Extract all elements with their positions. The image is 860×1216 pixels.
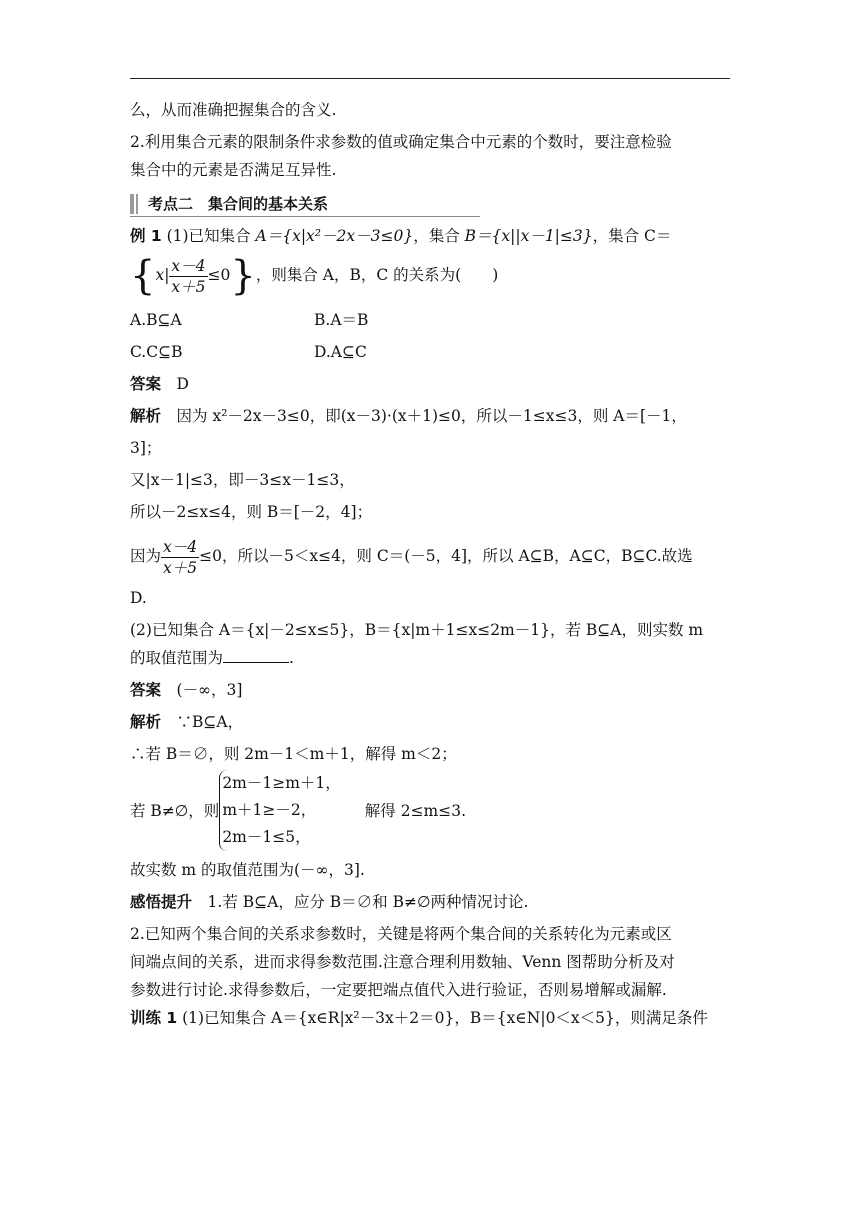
option-a: A.B⊆A (130, 311, 182, 329)
text-line: 2.利用集合元素的限制条件求参数的值或确定集合中元素的个数时，要注意检验 (130, 133, 672, 151)
example-label: 例 1 (130, 227, 162, 245)
text-line: 所以－2≤x≤4，则 B＝[－2，4]； (130, 503, 373, 521)
case-system: 若 B≠∅，则 2m－1≥m＋1， m＋1≥－2， 2m－1≤5， 解得 2≤m≤3. (130, 768, 730, 852)
text-line: 2.已知两个集合间的关系求参数时，关键是将两个集合间的关系转化为元素或区 (130, 925, 672, 943)
example-1-line: 例 1 (1)已知集合 A＝{x|x²－2x－3≤0}，集合 B＝{x||x－1|≤3}，集合 C＝ (130, 227, 672, 245)
option-c: C.C⊆B (130, 343, 183, 361)
text-line: 又|x－1|≤3，即－3≤x－1≤3， (130, 471, 355, 489)
cases-brace: 2m－1≥m＋1， m＋1≥－2， 2m－1≤5， (219, 770, 340, 851)
section-title: 考点二 集合间的基本关系 (148, 195, 329, 213)
text-line: 故实数 m 的取值范围为(－∞，3]. (130, 861, 365, 879)
text-line: ∴若 B＝∅，则 2m－1＜m＋1，解得 m＜2； (130, 745, 457, 763)
document-body (130, 96, 730, 1032)
solution-label: 解析 (130, 713, 162, 731)
text-line: D. (130, 589, 147, 607)
solution-line: 解析 ∵B⊆A， (130, 713, 244, 731)
options-row (130, 338, 730, 366)
right-brace: } (230, 253, 256, 299)
left-brace: { (130, 253, 156, 299)
section-underline (130, 216, 480, 217)
solution-label: 解析 (130, 407, 162, 425)
solution-fraction-line: 因为 $\frac{x-4}{x+5}$ ≤0，所以－5＜x≤4，则 C＝(－5，4]，所以 A⊆B，A⊆C，B⊆C.故选 (130, 537, 693, 577)
section-bar-icon (136, 194, 138, 214)
text-line: 参数进行讨论.求得参数后，一定要把端点值代入进行验证，否则易增解或漏解. (130, 981, 667, 999)
insight-label: 感悟提升 (130, 893, 193, 911)
text-line: 么，从而准确把握集合的含义. (130, 101, 337, 119)
fraction: $\frac{x-4}{x+5}$ (171, 256, 206, 296)
text-line: (2)已知集合 A＝{x|－2≤x≤5}，B＝{x|m＋1≤x≤2m－1}，若 B⊆A，则实数 m (130, 621, 704, 639)
answer-line: 答案 (－∞，3] (130, 681, 243, 699)
text-line: 3]； (130, 439, 162, 457)
answer-blank (223, 646, 289, 663)
answer-label: 答案 (130, 375, 162, 393)
fraction: $\frac{x-4}{x+5}$ (163, 537, 198, 577)
text-line: 的取值范围为 . (130, 644, 730, 672)
option-d: D.A⊆C (314, 343, 367, 361)
answer-line: 答案 D (130, 375, 189, 393)
section-heading (130, 190, 730, 218)
text-line: 间端点间的关系，进而求得参数范围.注意合理利用数轴、Venn 图帮助分析及对 (130, 953, 675, 971)
answer-label: 答案 (130, 681, 162, 699)
header-rule (130, 78, 730, 79)
solution-line: 解析 因为 x²－2x－3≤0，即(x－3)·(x＋1)≤0，所以－1≤x≤3，则 A＝[－1， (130, 407, 687, 425)
text-line: 集合中的元素是否满足互异性. (130, 161, 337, 179)
training-line: 训练 1 (1)已知集合 A＝{x∈R|x²－3x＋2＝0}，B＝{x∈N|0＜x＜5}，则满足条件 (130, 1009, 708, 1027)
set-c-line: {x| $\frac{x-4}{x+5}$ ≤0}，则集合 A，B，C 的关系为( ) (130, 253, 499, 299)
training-label: 训练 1 (130, 1009, 178, 1027)
insight-line: 感悟提升 1.若 B⊆A，应分 B＝∅和 B≠∅两种情况讨论. (130, 893, 529, 911)
option-b: B.A＝B (314, 311, 369, 329)
options-row (130, 306, 730, 334)
section-bar-icon (130, 194, 134, 214)
